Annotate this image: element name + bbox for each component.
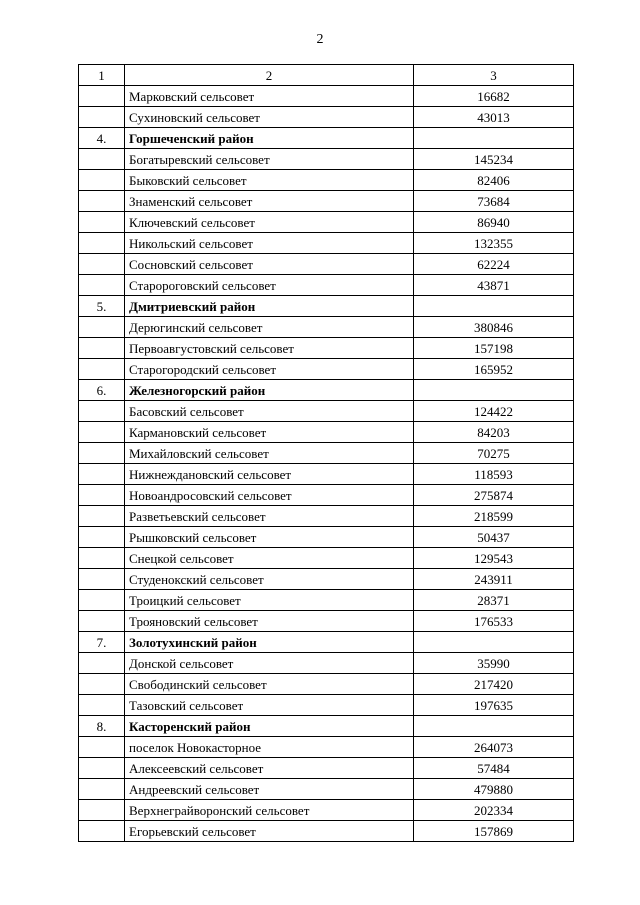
- settlement-name: Дерюгинский сельсовет: [125, 317, 414, 338]
- settlement-name: Никольский сельсовет: [125, 233, 414, 254]
- amount-value: 479880: [414, 779, 574, 800]
- amount-value: 35990: [414, 653, 574, 674]
- table-row: [79, 506, 574, 527]
- settlement-name: Троицкий сельсовет: [125, 590, 414, 611]
- table-row: [79, 800, 574, 821]
- table-header-row: [79, 65, 574, 86]
- settlement-name: Сухиновский сельсовет: [125, 107, 414, 128]
- amount-value: 157869: [414, 821, 574, 842]
- amount-value: 197635: [414, 695, 574, 716]
- row-number: [79, 275, 125, 296]
- district-name: Горшеченский район: [125, 128, 414, 149]
- district-name: Касторенский район: [125, 716, 414, 737]
- table-row: [79, 254, 574, 275]
- amount-value: 243911: [414, 569, 574, 590]
- amount-value: 82406: [414, 170, 574, 191]
- row-number: 5.: [79, 296, 125, 317]
- amount-value: 380846: [414, 317, 574, 338]
- amount-value: 43013: [414, 107, 574, 128]
- row-number: [79, 422, 125, 443]
- row-number: [79, 191, 125, 212]
- column-header-number: 1: [79, 65, 125, 86]
- table-row: [79, 485, 574, 506]
- amount-value: 275874: [414, 485, 574, 506]
- row-number: [79, 170, 125, 191]
- amount-value: [414, 296, 574, 317]
- table-row: [79, 737, 574, 758]
- table-row: [79, 191, 574, 212]
- row-number: [79, 800, 125, 821]
- table-row: [79, 464, 574, 485]
- table-row: [79, 569, 574, 590]
- settlement-name: Андреевский сельсовет: [125, 779, 414, 800]
- amount-value: 145234: [414, 149, 574, 170]
- settlement-name: Старогородский сельсовет: [125, 359, 414, 380]
- amount-value: 132355: [414, 233, 574, 254]
- page-number: 2: [316, 32, 324, 47]
- settlement-name: Студенокский сельсовет: [125, 569, 414, 590]
- table-row: [79, 107, 574, 128]
- district-row: [79, 296, 574, 317]
- amount-value: 86940: [414, 212, 574, 233]
- table-row: [79, 401, 574, 422]
- table-row: [79, 527, 574, 548]
- row-number: 6.: [79, 380, 125, 401]
- row-number: [79, 695, 125, 716]
- row-number: [79, 506, 125, 527]
- table-body: [79, 86, 574, 842]
- amount-value: [414, 632, 574, 653]
- settlement-name: Кармановский сельсовет: [125, 422, 414, 443]
- amount-value: [414, 716, 574, 737]
- settlement-name: Разветьевский сельсовет: [125, 506, 414, 527]
- settlement-name: Донской сельсовет: [125, 653, 414, 674]
- table-row: [79, 359, 574, 380]
- amount-value: 57484: [414, 758, 574, 779]
- row-number: [79, 149, 125, 170]
- table-row: [79, 821, 574, 842]
- amount-value: 157198: [414, 338, 574, 359]
- row-number: [79, 317, 125, 338]
- allocation-table: [78, 64, 574, 842]
- district-row: [79, 380, 574, 401]
- amount-value: 84203: [414, 422, 574, 443]
- district-row: [79, 632, 574, 653]
- table-row: [79, 233, 574, 254]
- district-name: Дмитриевский район: [125, 296, 414, 317]
- district-row: [79, 128, 574, 149]
- settlement-name: Сосновский сельсовет: [125, 254, 414, 275]
- amount-value: 264073: [414, 737, 574, 758]
- table-row: [79, 695, 574, 716]
- table-row: [79, 86, 574, 107]
- table-row: [79, 548, 574, 569]
- settlement-name: Богатыревский сельсовет: [125, 149, 414, 170]
- table-row: [79, 779, 574, 800]
- district-row: [79, 716, 574, 737]
- row-number: [79, 338, 125, 359]
- column-header-value: 3: [414, 65, 574, 86]
- table-row: [79, 338, 574, 359]
- row-number: [79, 254, 125, 275]
- settlement-name: Ключевский сельсовет: [125, 212, 414, 233]
- settlement-name: Нижнеждановский сельсовет: [125, 464, 414, 485]
- row-number: [79, 779, 125, 800]
- table-row: [79, 758, 574, 779]
- table-row: [79, 212, 574, 233]
- table-row: [79, 317, 574, 338]
- row-number: [79, 212, 125, 233]
- settlement-name: Снецкой сельсовет: [125, 548, 414, 569]
- row-number: [79, 464, 125, 485]
- settlement-name: Старороговский сельсовет: [125, 275, 414, 296]
- settlement-name: Марковский сельсовет: [125, 86, 414, 107]
- row-number: [79, 548, 125, 569]
- row-number: [79, 758, 125, 779]
- row-number: [79, 590, 125, 611]
- row-number: [79, 674, 125, 695]
- column-header-name: 2: [125, 65, 414, 86]
- table-row: [79, 170, 574, 191]
- district-name: Железногорский район: [125, 380, 414, 401]
- table-row: [79, 422, 574, 443]
- district-name: Золотухинский район: [125, 632, 414, 653]
- table-row: [79, 590, 574, 611]
- row-number: [79, 527, 125, 548]
- row-number: [79, 233, 125, 254]
- row-number: 8.: [79, 716, 125, 737]
- settlement-name: Знаменский сельсовет: [125, 191, 414, 212]
- row-number: [79, 569, 125, 590]
- table-row: [79, 149, 574, 170]
- amount-value: 43871: [414, 275, 574, 296]
- row-number: [79, 653, 125, 674]
- settlement-name: Новоандросовский сельсовет: [125, 485, 414, 506]
- settlement-name: Басовский сельсовет: [125, 401, 414, 422]
- amount-value: 124422: [414, 401, 574, 422]
- row-number: [79, 443, 125, 464]
- row-number: [79, 359, 125, 380]
- amount-value: 165952: [414, 359, 574, 380]
- table-row: [79, 443, 574, 464]
- settlement-name: Верхнеграйворонский сельсовет: [125, 800, 414, 821]
- row-number: [79, 821, 125, 842]
- table-row: [79, 275, 574, 296]
- row-number: [79, 107, 125, 128]
- settlement-name: Трояновский сельсовет: [125, 611, 414, 632]
- amount-value: 62224: [414, 254, 574, 275]
- table-row: [79, 653, 574, 674]
- settlement-name: Рышковский сельсовет: [125, 527, 414, 548]
- amount-value: 176533: [414, 611, 574, 632]
- amount-value: 73684: [414, 191, 574, 212]
- row-number: [79, 737, 125, 758]
- row-number: 4.: [79, 128, 125, 149]
- amount-value: 129543: [414, 548, 574, 569]
- row-number: [79, 611, 125, 632]
- settlement-name: Алексеевский сельсовет: [125, 758, 414, 779]
- amount-value: 217420: [414, 674, 574, 695]
- settlement-name: Быковский сельсовет: [125, 170, 414, 191]
- row-number: [79, 401, 125, 422]
- settlement-name: Первоавгустовский сельсовет: [125, 338, 414, 359]
- row-number: [79, 485, 125, 506]
- amount-value: 28371: [414, 590, 574, 611]
- amount-value: 16682: [414, 86, 574, 107]
- table-row: [79, 611, 574, 632]
- amount-value: 50437: [414, 527, 574, 548]
- table-row: [79, 674, 574, 695]
- row-number: 7.: [79, 632, 125, 653]
- amount-value: 218599: [414, 506, 574, 527]
- row-number: [79, 86, 125, 107]
- amount-value: 202334: [414, 800, 574, 821]
- amount-value: 70275: [414, 443, 574, 464]
- settlement-name: Тазовский сельсовет: [125, 695, 414, 716]
- amount-value: 118593: [414, 464, 574, 485]
- amount-value: [414, 380, 574, 401]
- settlement-name: Свободинский сельсовет: [125, 674, 414, 695]
- settlement-name: Михайловский сельсовет: [125, 443, 414, 464]
- amount-value: [414, 128, 574, 149]
- settlement-name: поселок Новокасторное: [125, 737, 414, 758]
- settlement-name: Егорьевский сельсовет: [125, 821, 414, 842]
